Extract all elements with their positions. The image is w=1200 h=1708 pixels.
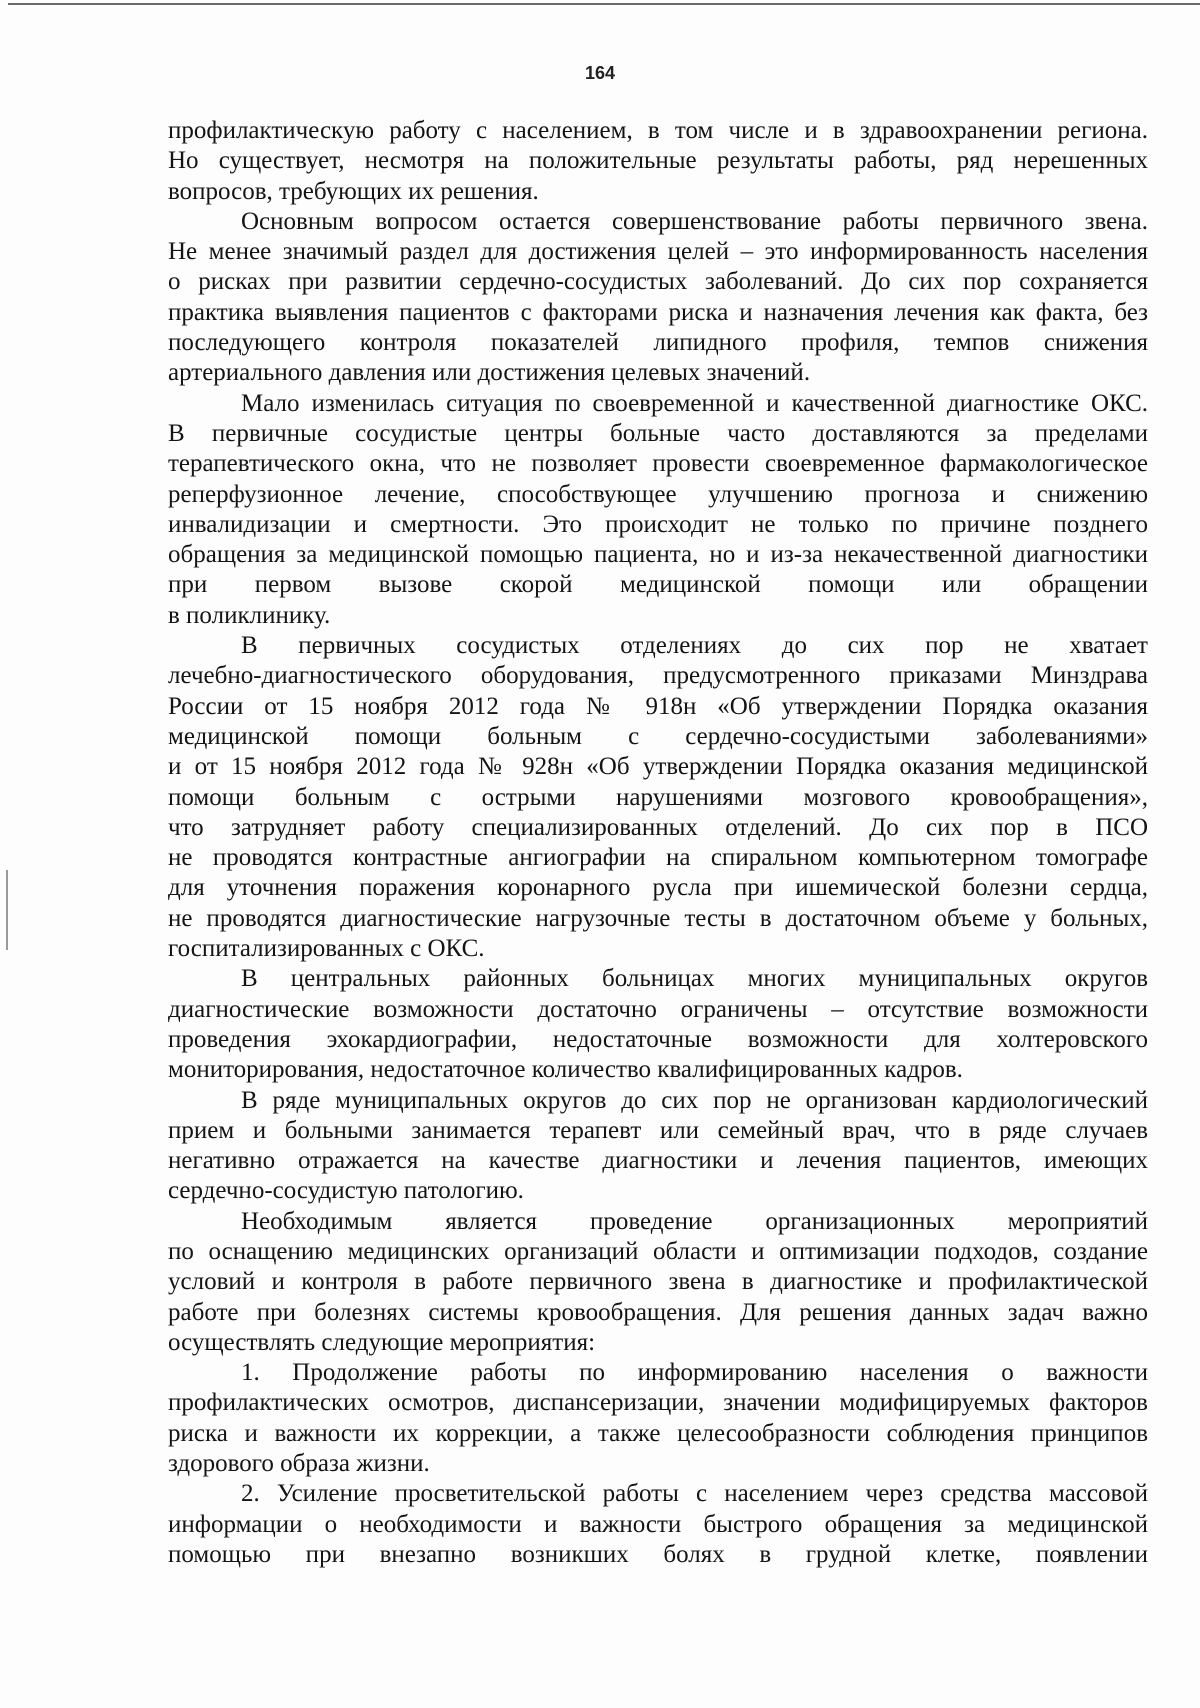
text-line: работе при болезнях системы кровообращения. Для решения данных задач важно [168,1298,1148,1326]
text-line: о рисках при развитии сердечно-сосудистых заболеваний. До сих пор сохраняется [168,268,1148,296]
text-line: помощи больным с острыми нарушениями мозгового кровообращения», [168,783,1148,811]
text-line: В ряде муниципальных округов до сих пор не организован кардиологический [241,1086,1148,1114]
text-line: здорового образа жизни. [168,1450,430,1478]
text-line: последующего контроля показателей липидного профиля, темпов снижения [168,329,1148,357]
text-line: Не менее значимый раздел для достижения целей – это информированность населения [168,238,1148,266]
text-line: прием и больными занимается терапевт или семейный врач, что в ряде случаев [168,1116,1148,1144]
text-line: лечебно-диагностического оборудования, предусмотренного приказами Минздрава [168,662,1148,690]
text-line: Необходимым является проведение организационных мероприятий [241,1207,1148,1235]
text-line: 2. Усиление просветительской работы с населением через средства массовой [241,1480,1148,1508]
text-line: Но существует, несмотря на положительные результаты работы, ряд нерешенных [168,147,1148,175]
text-line: обращения за медицинской помощью пациента, но и из-за некачественной диагностики [168,541,1148,569]
text-line: что затрудняет работу специализированных отделений. До сих пор в ПСО [168,813,1148,841]
text-line: Основным вопросом остается совершенствование работы первичного звена. [241,207,1148,235]
text-line: по оснащению медицинских организаций области и оптимизации подходов, создание [168,1237,1148,1265]
text-line: госпитализированных с ОКС. [168,935,485,963]
body-text [168,116,1148,1570]
text-line: не проводятся контрастные ангиографии на спиральном компьютерном томографе [168,844,1148,872]
top-edge-rule [8,3,1200,5]
text-line: России от 15 ноября 2012 года № 918н «Об утверждении Порядка оказания [168,692,1148,720]
text-line: риска и важности их коррекции, а также целесообразности соблюдения принципов [168,1419,1148,1447]
text-line: при первом вызове скорой медицинской помощи или обращении [168,571,1148,599]
text-line: проведения эхокардиографии, недостаточные возможности для холтеровского [168,1025,1148,1053]
text-line: не проводятся диагностические нагрузочные тесты в достаточном объеме у больных, [168,904,1148,932]
text-line: для уточнения поражения коронарного русла при ишемической болезни сердца, [168,874,1148,902]
text-line: сердечно-сосудистую патологию. [168,1177,524,1205]
text-line: негативно отражается на качестве диагностики и лечения пациентов, имеющих [168,1147,1148,1175]
text-line: В центральных районных больницах многих муниципальных округов [241,965,1148,993]
text-line: помощью при внезапно возникших болях в грудной клетке, появлении [168,1540,1148,1568]
text-line: в поликлинику. [168,601,331,629]
text-line: Мало изменилась ситуация по своевременной и качественной диагностике ОКС. [241,389,1148,417]
text-line: 1. Продолжение работы по информированию населения о важности [241,1359,1148,1387]
text-line: вопросов, требующих их решения. [168,177,539,205]
text-line: В первичные сосудистые центры больные часто доставляются за пределами [168,419,1148,447]
text-line: медицинской помощи больным с сердечно-сосудистыми заболеваниями» [168,722,1148,750]
page-number: 164 [584,63,616,83]
text-line: терапевтического окна, что не позволяет провести своевременное фармакологическое [168,450,1148,478]
text-line: инвалидизации и смертности. Это происходит не только по причине позднего [168,510,1148,538]
text-line: осуществлять следующие мероприятия: [168,1328,596,1356]
text-line: профилактических осмотров, диспансеризации, значении модифицируемых факторов [168,1389,1148,1417]
text-line: реперфузионное лечение, способствующее улучшению прогноза и снижению [168,480,1148,508]
scan-edge-mark [6,870,8,950]
text-line: артериального давления или достижения целевых значений. [168,359,811,387]
text-line: практика выявления пациентов с факторами риска и назначения лечения как факта, без [168,298,1148,326]
text-line: и от 15 ноября 2012 года № 928н «Об утверждении Порядка оказания медицинской [168,753,1148,781]
text-line: условий и контроля в работе первичного звена в диагностике и профилактической [168,1268,1148,1296]
text-line: профилактическую работу с населением, в том числе и в здравоохранении региона. [168,117,1148,144]
text-line: В первичных сосудистых отделениях до сих пор не хватает [241,632,1148,660]
text-line: информации о необходимости и важности быстрого обращения за медицинской [168,1510,1148,1538]
text-line: диагностические возможности достаточно ограничены – отсутствие возможности [168,995,1148,1023]
text-line: мониторирования, недостаточное количество квалифицированных кадров. [168,1056,963,1084]
